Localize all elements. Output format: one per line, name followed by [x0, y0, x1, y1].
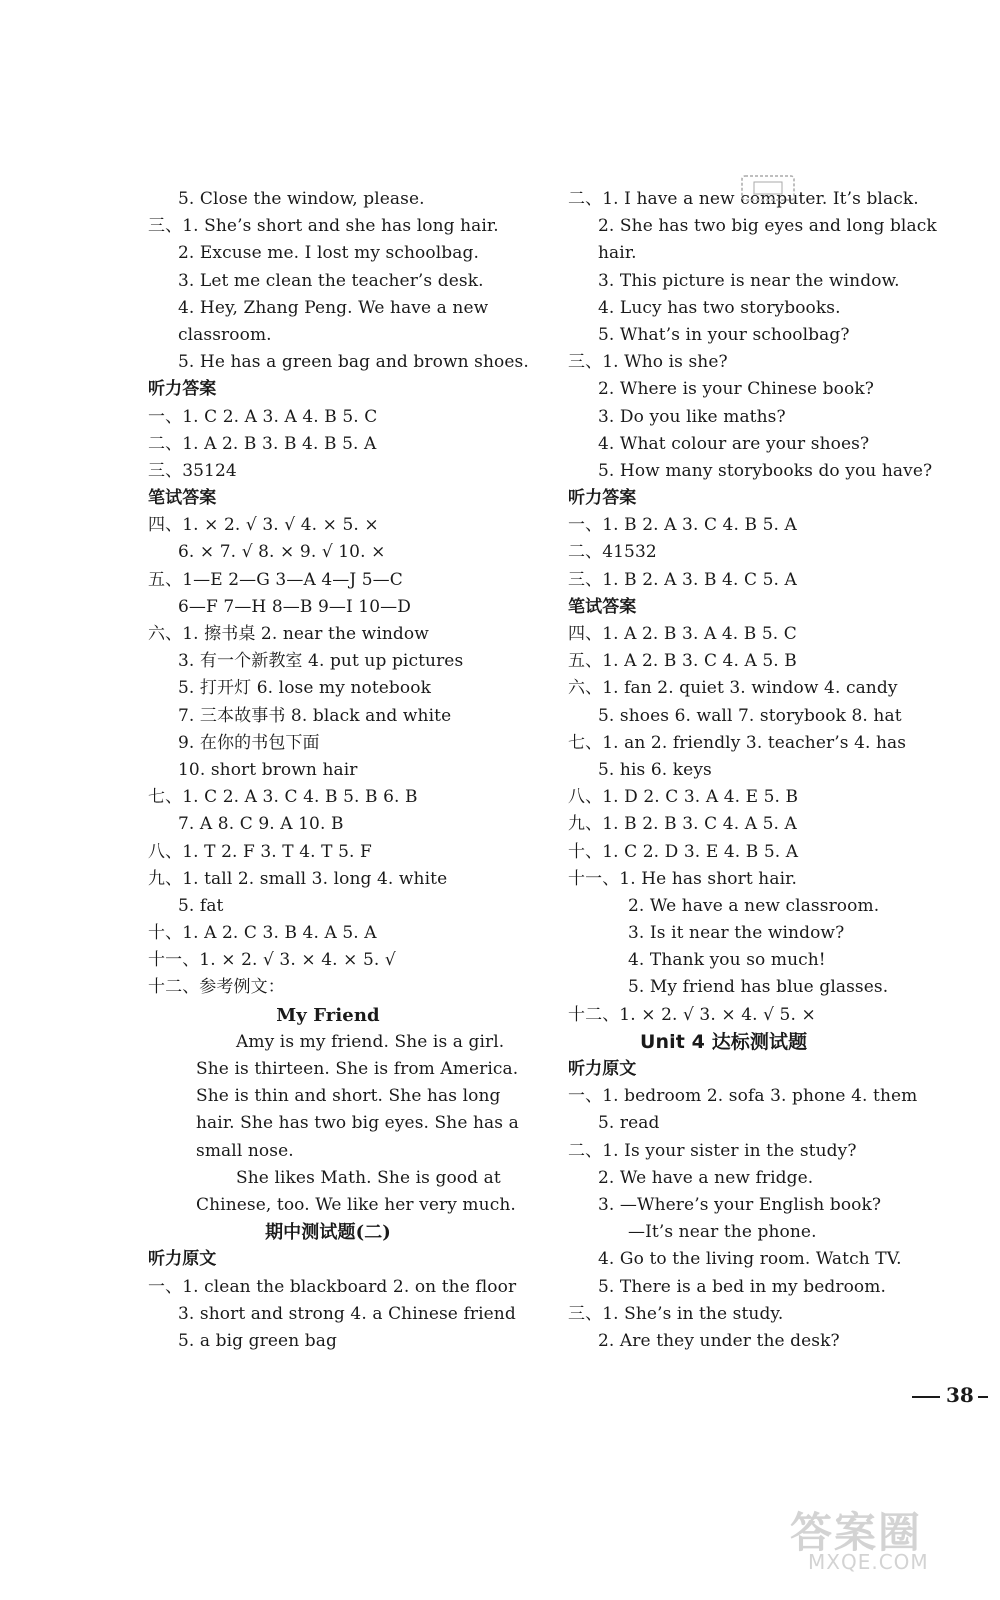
answer-line: 5. a big green bag [178, 1330, 337, 1351]
answer-line: 2. We have a new fridge. [598, 1167, 814, 1188]
answer-line: 二、41532 [568, 542, 657, 563]
answer-line: 十一、1. × 2. √ 3. × 4. × 5. √ [148, 950, 396, 971]
answer-line: 一、1. B 2. A 3. C 4. B 5. A [568, 515, 797, 536]
answer-line: 9. 在你的书包下面 [178, 732, 320, 753]
answer-line: 四、1. × 2. √ 3. √ 4. × 5. × [148, 515, 379, 536]
answer-line: 5. How many storybooks do you have? [598, 460, 933, 481]
answer-line: 2. Excuse me. I lost my schoolbag. [178, 243, 479, 264]
answer-line: 八、1. D 2. C 3. A 4. E 5. B [568, 787, 799, 808]
answer-line: 十、1. A 2. C 3. B 4. A 5. A [148, 923, 377, 944]
answer-line: 7. A 8. C 9. A 10. B [178, 814, 344, 835]
section-heading: 笔试答案 [148, 488, 217, 509]
answer-line: 六、1. fan 2. quiet 3. window 4. candy [568, 678, 898, 699]
answer-line: —It’s near the phone. [628, 1222, 817, 1243]
answer-line: 4. Hey, Zhang Peng. We have a new [178, 297, 489, 318]
answer-line: 3. 有一个新教室 4. put up pictures [178, 651, 464, 672]
answer-line: 五、1. A 2. B 3. C 4. A 5. B [568, 651, 797, 672]
answer-line: 三、35124 [148, 460, 237, 481]
answer-line: 7. 三本故事书 8. black and white [178, 705, 452, 726]
answer-line: 三、1. B 2. A 3. B 4. C 5. A [568, 569, 797, 590]
answer-line: She likes Math. She is good at [236, 1167, 501, 1188]
answer-line: 三、1. She’s short and she has long hair. [148, 216, 499, 237]
answer-line: 3. short and strong 4. a Chinese friend [178, 1303, 516, 1324]
section-heading: 听力答案 [148, 379, 217, 400]
answer-line: 5. My friend has blue glasses. [628, 977, 889, 998]
section-heading: 听力原文 [148, 1249, 217, 1270]
answer-line: 一、1. C 2. A 3. A 4. B 5. C [148, 406, 378, 427]
page-number [912, 1383, 988, 1407]
answer-line: 二、1. Is your sister in the study? [568, 1140, 857, 1161]
answer-line: 十二、参考例文： [148, 977, 285, 998]
answer-line: 二、1. A 2. B 3. B 4. B 5. A [148, 433, 377, 454]
answer-line: 5. fat [178, 895, 224, 916]
answer-line: 3. This picture is near the window. [598, 270, 900, 291]
answer-line: 七、1. C 2. A 3. C 4. B 5. B 6. B [148, 787, 418, 808]
watermark-sub: MXQE.COM [808, 1550, 929, 1574]
section-heading: 听力答案 [568, 488, 637, 509]
unit-title: Unit 4 达标测试题 [640, 1030, 808, 1053]
answer-line: 6. × 7. √ 8. × 9. √ 10. × [178, 542, 386, 563]
answer-line: 2. She has two big eyes and long black [598, 216, 937, 237]
answer-line: hair. [598, 243, 637, 264]
answer-line: 5. He has a green bag and brown shoes. [178, 352, 529, 373]
answer-line: 4. What colour are your shoes? [598, 433, 870, 454]
watermark-stamp [790, 1500, 980, 1590]
section-heading: 听力原文 [568, 1059, 637, 1079]
answer-line: small nose. [196, 1140, 294, 1161]
answer-line: 十二、1. × 2. √ 3. × 4. √ 5. × [568, 1004, 816, 1025]
answer-line: 5. his 6. keys [598, 759, 712, 780]
answer-line: 十、1. C 2. D 3. E 4. B 5. A [568, 841, 799, 862]
answer-line: hair. She has two big eyes. She has a [196, 1113, 519, 1134]
answer-line: 六、1. 擦书桌 2. near the window [148, 624, 429, 644]
section-heading: 笔试答案 [568, 596, 637, 617]
answer-line: 2. Where is your Chinese book? [598, 379, 874, 400]
answer-line: 2. We have a new classroom. [628, 895, 880, 916]
answer-line: 5. 打开灯 6. lose my notebook [178, 678, 431, 699]
section-title: 期中测试题(二) [265, 1222, 391, 1244]
answer-line: 6—F 7—H 8—B 9—I 10—D [178, 596, 411, 617]
answer-line: 3. Do you like maths? [598, 406, 786, 427]
corner-logo-icon [738, 172, 798, 206]
answer-line: classroom. [178, 324, 272, 345]
answer-line: 三、1. Who is she? [568, 352, 728, 373]
answer-line: 三、1. She’s in the study. [568, 1303, 784, 1324]
left-column [148, 186, 529, 1355]
essay-title: My Friend [276, 1004, 380, 1026]
answer-line: 3. —Where’s your English book? [598, 1194, 882, 1215]
answer-line: She is thirteen. She is from America. [196, 1059, 519, 1079]
answer-line: 二、1. I have a new computer. It’s black. [568, 189, 919, 209]
answer-line: 4. Thank you so much! [628, 950, 826, 971]
answer-line: 5. What’s in your schoolbag? [598, 324, 850, 345]
right-column [568, 186, 948, 1355]
answer-line: 4. Lucy has two storybooks. [598, 297, 841, 318]
answer-line: 5. There is a bed in my bedroom. [598, 1276, 886, 1297]
answer-line: 5. read [598, 1113, 660, 1134]
page-number-text: 38 [946, 1383, 974, 1407]
answer-line: 八、1. T 2. F 3. T 4. T 5. F [148, 841, 372, 862]
answer-line: 2. Are they under the desk? [598, 1330, 840, 1351]
watermark-main: 答案圈 [790, 1508, 923, 1557]
answer-line: 5. shoes 6. wall 7. storybook 8. hat [598, 705, 902, 726]
answer-line: 九、1. tall 2. small 3. long 4. white [148, 868, 448, 889]
answer-line: Chinese, too. We like her very much. [196, 1194, 516, 1215]
answer-line: 一、1. clean the blackboard 2. on the floor [148, 1276, 517, 1297]
answer-line: 3. Is it near the window? [628, 923, 845, 944]
answer-line: 五、1—E 2—G 3—A 4—J 5—C [148, 569, 403, 590]
answer-line: 一、1. bedroom 2. sofa 3. phone 4. them [568, 1086, 918, 1107]
answer-line: Amy is my friend. She is a girl. [236, 1031, 505, 1052]
answer-line: 10. short brown hair [178, 759, 358, 780]
answer-line: 七、1. an 2. friendly 3. teacher’s 4. has [568, 732, 907, 753]
answer-line: 5. Close the window, please. [178, 189, 425, 209]
answer-line: 3. Let me clean the teacher’s desk. [178, 270, 484, 291]
answer-line: 4. Go to the living room. Watch TV. [598, 1249, 902, 1270]
answer-line: 四、1. A 2. B 3. A 4. B 5. C [568, 624, 797, 644]
answer-line: 九、1. B 2. B 3. C 4. A 5. A [568, 814, 797, 835]
answer-line: 十一、1. He has short hair. [568, 868, 797, 889]
answer-line: She is thin and short. She has long [196, 1086, 501, 1107]
